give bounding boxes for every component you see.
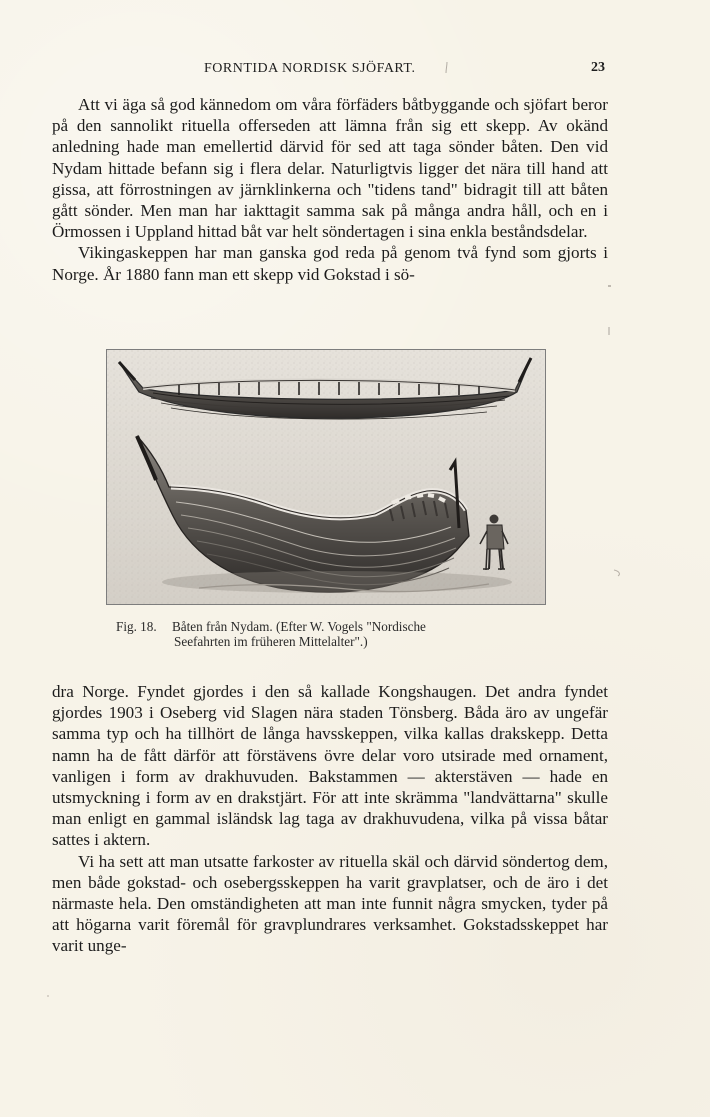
caption-second-line: Seefahrten im früheren Mittelalter".) bbox=[174, 634, 368, 649]
ground-shadow bbox=[162, 571, 512, 593]
paragraph-boat-building: Att vi äga så god kännedom om våra förfäders båtbyggande och sjöfart beror på den sannolikt rituella offerseden att lämna från sig ett skepp. Av okänd anledning hade man emellertid därvid för sed att taga sönder båten. Den vid Nydam hittade befann sig i flera delar. Naturligtvis ligger det nära till hand att gissa, att förrostningen av järnklinkerna och "tidens tand" bidragit till att båten gått sönder. Men man har iakttagit samma sak på många andra håll, och en i Örmossen i Uppland hittad båt var helt söndertagen i sina enkla beståndsdelar. bbox=[52, 95, 608, 242]
pencil-mark-top bbox=[446, 62, 447, 73]
paragraph-viking-ships: Vikingaskeppen har man ganska god reda på genom två fynd som gjorts i Norge. År 1880 fann man ett skepp vid Gokstad i sö- bbox=[52, 243, 608, 284]
body-text-top bbox=[52, 94, 608, 285]
pencil-mark-right-3 bbox=[614, 570, 619, 576]
page-number: 23 bbox=[591, 60, 605, 75]
paragraph-gokstad-continued: dra Norge. Fyndet gjordes i den så kallade Kongshaugen. Det andra fyndet gjordes 1903 i Oseberg vid Slagen nära staden Tönsberg. Båda äro av ungefär samma typ och ha tillhört de långa havsskeppen, vilka kallas drakskepp. Detta namn ha de fått därför att förstävens övre delar voro utsirade med ornament, vanligen i form av drakhuvuden. Bakstammen — akterstäven — hade en utsmyckning i form av en drakstjärt. För att inte skrämma "landvättarna" skulle man enligt en gammal isländsk lag taga av drakhuvudena, vilka på vissa båtar sattes i aktern. bbox=[52, 682, 608, 850]
figure-18-image bbox=[106, 349, 546, 605]
running-head: FORNTIDA NORDISK SJÖFART. bbox=[204, 61, 416, 76]
paragraph-grave-finds: Vi ha sett att man utsatte farkoster av rituella skäl och därvid söndertog dem, men både gokstad- och osebergsskeppen ha varit gravplatser, och de äro i det närmaste hela. Den omständigheten att man inte funnit några smycken, tyder på att högarna varit föremål för gravplundrares verksamhet. Gokstadsskeppet har varit unge- bbox=[52, 851, 608, 956]
caption-first-line bbox=[116, 619, 546, 634]
caption-text-1: Båten från Nydam. (Efter W. Vogels "Nordische bbox=[171, 619, 426, 634]
figure-caption bbox=[116, 619, 546, 649]
figure-label: Fig. 18. bbox=[116, 619, 157, 634]
nydam-boat-illustration bbox=[107, 350, 545, 604]
body-text-bottom bbox=[52, 681, 608, 957]
